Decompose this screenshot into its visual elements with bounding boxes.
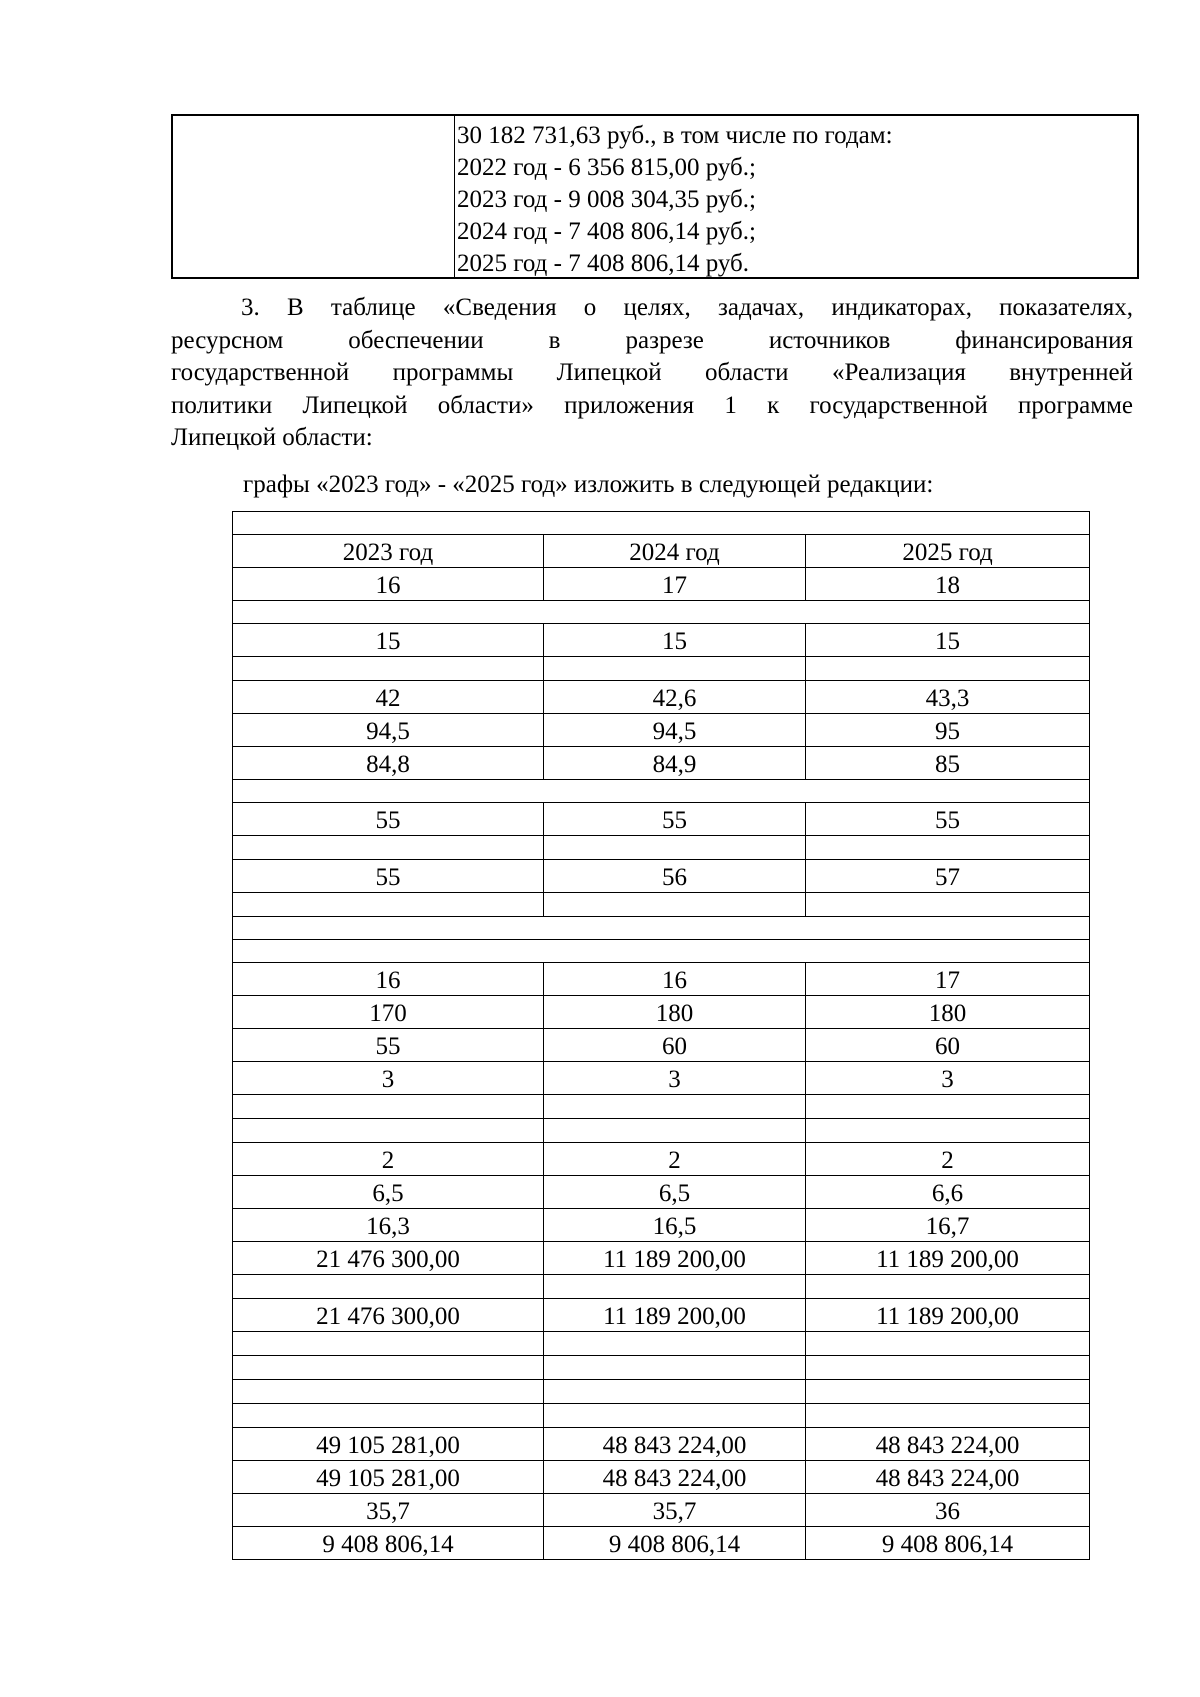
table-cell: 48 843 224,00 (544, 1428, 806, 1461)
table-cell: 6,6 (806, 1176, 1090, 1209)
funding-year-line: 2022 год - 6 356 815,00 руб.; (457, 154, 756, 181)
table-row (233, 1494, 1090, 1527)
table-cell-empty (233, 1404, 544, 1428)
table-cell-empty (806, 657, 1090, 681)
table-cell: 43,3 (806, 681, 1090, 714)
table-cell: 21 476 300,00 (233, 1242, 544, 1275)
table-header-row (233, 535, 1090, 568)
paragraph-line: Липецкой области: (171, 424, 373, 451)
table-cell: 9 408 806,14 (233, 1527, 544, 1560)
column-header-2025: 2025 год (806, 535, 1090, 568)
table-row (233, 568, 1090, 601)
paragraph-line: государственной программы Липецкой области «Реализация внутренней (171, 359, 1133, 386)
table-row-empty (233, 1095, 1090, 1119)
table-row-empty (233, 893, 1090, 917)
table-cell: 85 (806, 747, 1090, 780)
table-cell-empty (544, 836, 806, 860)
table-cell: 180 (806, 996, 1090, 1029)
table-row-empty (233, 1332, 1090, 1356)
table-cell: 16,3 (233, 1209, 544, 1242)
table-row (233, 1209, 1090, 1242)
table-cell-empty (806, 836, 1090, 860)
table-cell: 9 408 806,14 (544, 1527, 806, 1560)
table-cell: 11 189 200,00 (806, 1299, 1090, 1332)
funding-year-line: 2025 год - 7 408 806,14 руб. (457, 250, 750, 277)
table-cell: 35,7 (544, 1494, 806, 1527)
table-row (233, 1062, 1090, 1095)
table-cell-empty (806, 1332, 1090, 1356)
table-cell-empty (806, 1404, 1090, 1428)
table-row (233, 996, 1090, 1029)
table-cell-empty (233, 1095, 544, 1119)
table-cell-empty (806, 893, 1090, 917)
column-header-2023: 2023 год (233, 535, 544, 568)
table-cell: 84,8 (233, 747, 544, 780)
table-section-row (233, 780, 1090, 803)
table-section-row (233, 917, 1090, 940)
table-cell: 48 843 224,00 (806, 1461, 1090, 1494)
table-cell-empty (233, 780, 1090, 803)
table-cell: 15 (806, 624, 1090, 657)
table-row (233, 681, 1090, 714)
table-row-empty (233, 657, 1090, 681)
indicators-table (232, 511, 1090, 1560)
table-row (233, 714, 1090, 747)
table-cell-empty (233, 1356, 544, 1380)
table-cell: 16 (233, 963, 544, 996)
table-cell: 2 (544, 1143, 806, 1176)
table-cell: 15 (544, 624, 806, 657)
table-cell-empty (233, 1119, 544, 1143)
funding-continuation-table (171, 114, 1139, 279)
table-row (233, 1242, 1090, 1275)
table-cell: 16 (233, 568, 544, 601)
table-cell-empty (544, 1380, 806, 1404)
table-cell-empty (806, 1275, 1090, 1299)
table-cell: 48 843 224,00 (806, 1428, 1090, 1461)
table-cell: 6,5 (544, 1176, 806, 1209)
table-cell: 84,9 (544, 747, 806, 780)
funding-total-line: 30 182 731,63 руб., в том числе по годам: (457, 122, 893, 149)
instruction-paragraph: графы «2023 год» - «2025 год» изложить в следующей редакции: (243, 471, 934, 498)
funding-text-cell (455, 116, 1137, 277)
table-row-empty (233, 836, 1090, 860)
table-cell: 94,5 (544, 714, 806, 747)
table-cell: 48 843 224,00 (544, 1461, 806, 1494)
table-cell-empty (233, 512, 1090, 535)
table-cell-empty (544, 1356, 806, 1380)
table-cell: 21 476 300,00 (233, 1299, 544, 1332)
table-cell-empty (233, 940, 1090, 963)
table-cell: 170 (233, 996, 544, 1029)
table-cell-empty (233, 893, 544, 917)
table-cell-empty (806, 1380, 1090, 1404)
table-cell: 16,5 (544, 1209, 806, 1242)
table-cell: 15 (233, 624, 544, 657)
table-cell-empty (544, 1275, 806, 1299)
table-row (233, 1029, 1090, 1062)
table-cell: 2 (233, 1143, 544, 1176)
table-cell: 11 189 200,00 (806, 1242, 1090, 1275)
table-section-row (233, 940, 1090, 963)
table-cell: 60 (806, 1029, 1090, 1062)
table-row-empty (233, 1275, 1090, 1299)
table-cell-empty (544, 893, 806, 917)
table-cell: 55 (544, 803, 806, 836)
table-cell-empty (544, 657, 806, 681)
table-row (233, 1176, 1090, 1209)
table-cell: 56 (544, 860, 806, 893)
table-row (233, 860, 1090, 893)
table-cell: 94,5 (233, 714, 544, 747)
table-cell-empty (806, 1119, 1090, 1143)
table-cell: 57 (806, 860, 1090, 893)
table-cell: 55 (233, 1029, 544, 1062)
table-row (233, 1143, 1090, 1176)
paragraph-line: политики Липецкой области» приложения 1 к государственной программе (171, 391, 1133, 419)
table-cell: 9 408 806,14 (806, 1527, 1090, 1560)
empty-label-cell (173, 116, 455, 277)
table-cell-empty (233, 1275, 544, 1299)
funding-year-line: 2024 год - 7 408 806,14 руб.; (457, 218, 756, 245)
table-row (233, 803, 1090, 836)
table-cell-empty (233, 1332, 544, 1356)
table-cell: 17 (544, 568, 806, 601)
table-cell-empty (233, 1380, 544, 1404)
table-cell: 42 (233, 681, 544, 714)
table-cell-empty (233, 657, 544, 681)
table-row (233, 1299, 1090, 1332)
table-cell-empty (544, 1332, 806, 1356)
table-cell-empty (544, 1095, 806, 1119)
table-cell: 16 (544, 963, 806, 996)
amendment-paragraph (171, 292, 1133, 455)
table-cell: 55 (233, 860, 544, 893)
table-cell-empty (233, 601, 1090, 624)
table-row-empty (233, 1380, 1090, 1404)
table-cell-empty (233, 836, 544, 860)
paragraph-line: ресурсном обеспечении в разрезе источников финансирования (171, 326, 1133, 354)
table-top-span-row (233, 512, 1090, 535)
table-row-empty (233, 1356, 1090, 1380)
table-cell: 35,7 (233, 1494, 544, 1527)
table-cell-empty (544, 1119, 806, 1143)
table-cell: 2 (806, 1143, 1090, 1176)
table-row (233, 963, 1090, 996)
table-cell: 16,7 (806, 1209, 1090, 1242)
table-cell-empty (806, 1095, 1090, 1119)
table-row (233, 1461, 1090, 1494)
table-cell: 36 (806, 1494, 1090, 1527)
table-row-empty (233, 1119, 1090, 1143)
table-cell-empty (806, 1356, 1090, 1380)
table-cell-empty (233, 917, 1090, 940)
table-cell: 11 189 200,00 (544, 1242, 806, 1275)
paragraph-line: 3. В таблице «Сведения о целях, задачах, индикаторах, показателях, (241, 294, 1133, 321)
table-cell: 3 (233, 1062, 544, 1095)
table-row (233, 1527, 1090, 1560)
table-cell: 180 (544, 996, 806, 1029)
table-row (233, 624, 1090, 657)
table-section-row (233, 601, 1090, 624)
table-cell: 55 (806, 803, 1090, 836)
table-cell: 42,6 (544, 681, 806, 714)
table-cell: 18 (806, 568, 1090, 601)
table-cell: 49 105 281,00 (233, 1461, 544, 1494)
table-cell: 60 (544, 1029, 806, 1062)
funding-year-line: 2023 год - 9 008 304,35 руб.; (457, 186, 756, 213)
table-cell: 6,5 (233, 1176, 544, 1209)
table-row (233, 1428, 1090, 1461)
column-header-2024: 2024 год (544, 535, 806, 568)
table-cell: 11 189 200,00 (544, 1299, 806, 1332)
table-cell: 95 (806, 714, 1090, 747)
table-cell: 3 (806, 1062, 1090, 1095)
table-row-empty (233, 1404, 1090, 1428)
table-cell: 55 (233, 803, 544, 836)
table-cell-empty (544, 1404, 806, 1428)
table-row (233, 747, 1090, 780)
table-cell: 3 (544, 1062, 806, 1095)
table-cell: 49 105 281,00 (233, 1428, 544, 1461)
table-cell: 17 (806, 963, 1090, 996)
